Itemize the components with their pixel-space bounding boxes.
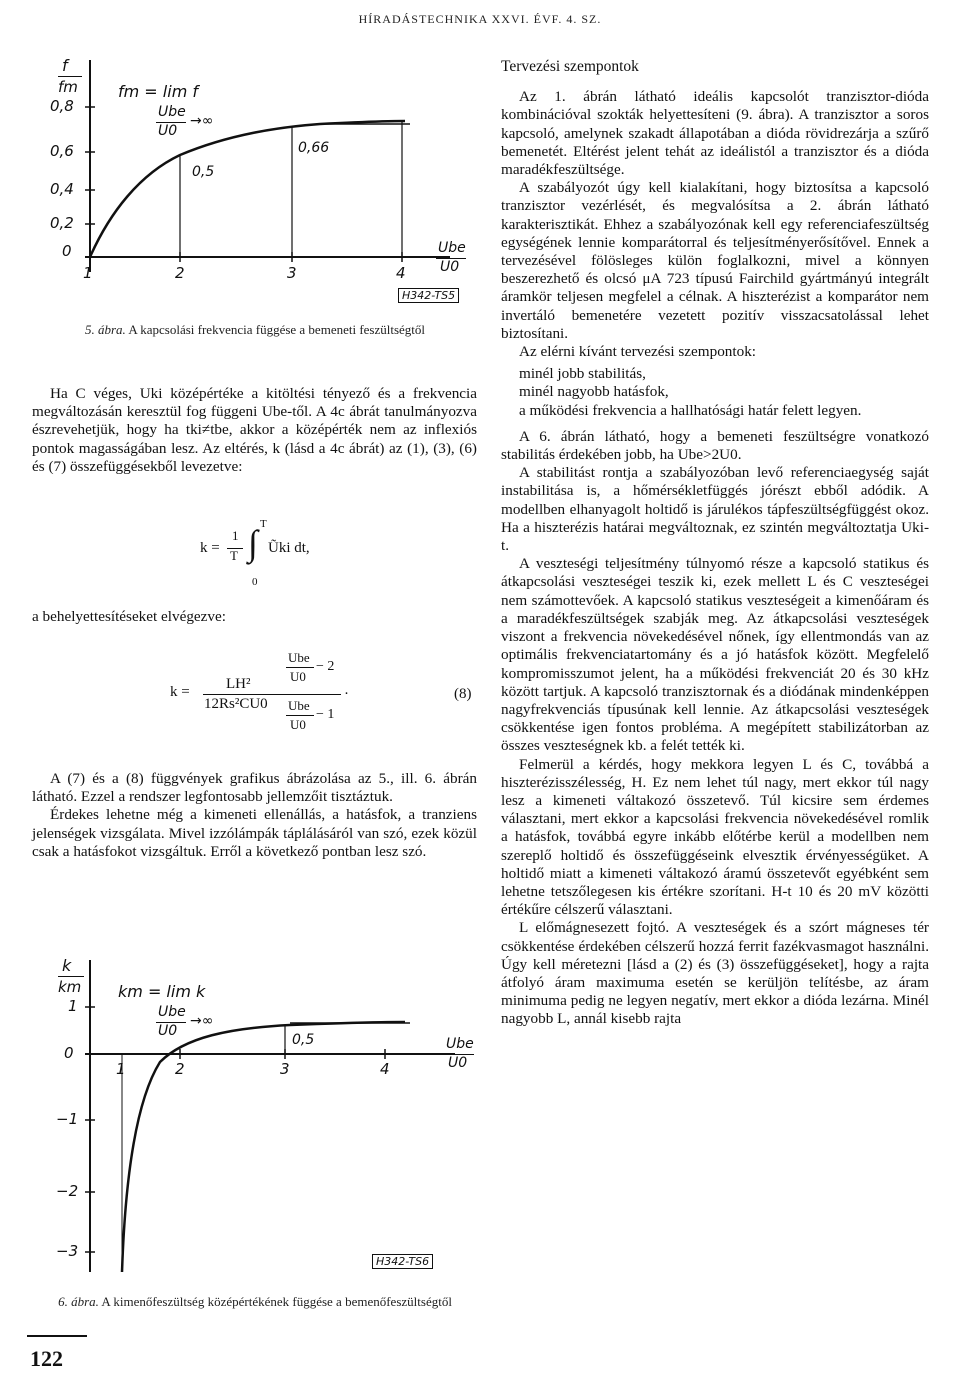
fig6-xlabel-den: U0: [448, 1055, 468, 1071]
left-para-1: Ha C véges, Uki középértéke a kitöltési tényező és a frekvencia megváltozásán keresztül fog függeni Ube-től. A 4c ábrát tanulmányozva észrevehetjük, hogy ha tki≠tbe, akkor a középérték nem az inflexiós pontok magasságában lesz. Az eltérés, k (lásd a 4c ábrát) az (1), (3), (6) és (7) összefüggésekből levezetve:: [32, 385, 477, 475]
running-header: HÍRADÁSTECHNIKA XXVI. ÉVF. 4. SZ.: [358, 12, 602, 26]
design-criteria-list: [519, 365, 929, 420]
left-para-3: A (7) és a (8) függvények grafikus ábrázolása az 5., ill. 6. ábrán látható. Ezzel a rendszer legfontosabb jellemzőit tisztáztuk.: [32, 770, 477, 806]
list-item: a működési frekvencia a hallhatósági határ felett legyen.: [519, 401, 862, 419]
eq8-number: (8): [454, 686, 472, 702]
eq8-d-num: Ube: [288, 698, 310, 713]
fig5-formula-num: Ube: [158, 104, 186, 120]
fig5-ytick-4: 0,2: [50, 214, 74, 232]
fig5-ytick-1: 0,8: [50, 97, 74, 115]
figure-5-graph: [30, 52, 480, 312]
fig5-annot-2: 0,66: [298, 140, 330, 156]
fig6-ylabel-bottom: km: [58, 978, 82, 996]
eq8-n-minus: − 2: [316, 659, 335, 674]
fig5-curve: [90, 121, 405, 257]
eq8-d-minus: − 1: [316, 707, 335, 722]
fig6-xtick-2: 2: [175, 1060, 185, 1078]
fig5-formula-den: U0: [158, 123, 178, 139]
fig5-ytick-5: 0: [62, 242, 72, 260]
equation-8: k = LH² 12Rs²CU0 Ube U0 − 2 Ube U0 − 1 · (8): [170, 650, 472, 732]
fig5-xtick-1: 1: [83, 264, 93, 282]
fig6-code: H342-TS6: [372, 1254, 433, 1269]
fig5-xlabel-num: Ube: [438, 240, 466, 256]
fig6-xlabel-num: Ube: [446, 1036, 474, 1052]
equation-7: k = 1 T T ∫ 0 Ũki dt,: [200, 518, 310, 588]
left-column-bottom: [32, 770, 477, 861]
eq8-lhs: k =: [170, 684, 190, 700]
fig6-ytick-4: −2: [56, 1182, 79, 1200]
left-para-4: Érdekes lehetne még a kimeneti ellenállás, a hatásfok, a tranziens jelenségek vizsgálata. Mivel izzólámpák táplálásáról van szó, ezek közül csak a hatásfokot vizsgáltuk. Erről a következő pontban lesz szó.: [32, 806, 477, 860]
eq8-n-den: U0: [290, 669, 306, 684]
page-number-rule: [27, 1335, 87, 1337]
fig6-ytick-5: −3: [56, 1242, 79, 1260]
fig5-ytick-3: 0,4: [50, 180, 74, 198]
fig5-caption: [30, 322, 480, 337]
left-column-mid: [32, 608, 477, 626]
fig6-caption: [30, 1294, 480, 1309]
fig6-caption-text: A kimenőfeszültség középértékének függése a bemenőfeszültségtől: [101, 1294, 452, 1309]
figure-6-graph: [30, 952, 480, 1282]
right-para-3: Az elérni kívánt tervezési szempontok:: [519, 343, 757, 361]
right-para-2: A szabályozót úgy kell kialakítani, hogy biztosítsa a kapcsoló tranzisztor vezérlését, és megvalósítsa a 2. ábrán látható karakterisztikát. Ehhez a szabályozónak kell egy referenciafeszültség egységének lennie komparátorral és teljesítményerősítővel. Ennek a tervezésével fölösleges külön foglalkozni, mivel a könnyen beszerezhető és olcsó μA 723 típusú Fairchild gyártmányú integrált áramkör teljesen megfelel a célnak. A hiszterézist a komparátor nem invertáló bemenetére vezetett pozitív visszacsatolással lehet biztosítani.: [501, 179, 929, 342]
fig6-xtick-1: 1: [116, 1060, 126, 1078]
fig6-xtick-3: 3: [280, 1060, 290, 1078]
page-number: 122: [30, 1346, 63, 1371]
fig5-caption-num: 5. ábra.: [84, 322, 126, 337]
eq8-c1-num: LH²: [226, 676, 251, 692]
figure-5: [30, 52, 480, 312]
fig6-ylabel-top: k: [62, 956, 72, 975]
eq7-integrand: Ũki dt,: [268, 540, 310, 556]
fig6-ytick-1: 1: [68, 997, 78, 1015]
right-para-8: L előmágnesezett fojtó. A veszteségek és a szórt mágneses tér csökkentése érdekében célszerű hozzá ferrit fazékvasmagot használni. Úgy kell méretezni [lásd a (2) és (3) összefüggéseket], hogy a rajta átfolyó áram maximuma esetén se kerüljön telítésbe, az áram minimuma pedig ne legyen negatív, mert ekkor a dióda lezárna. Minél nagyobb L, annál kisebb rajta: [501, 919, 929, 1028]
fig5-ylabel-top: f: [62, 56, 68, 75]
right-para-7: Felmerül a kérdés, hogy mekkora legyen L és C, továbbá a hiszterézisszélesség, H. Ez nem lehet túl nagy, mert ekkor túl nagy lesz a kimeneti váltakozó összetevő. Túl kicsire sem érdemes választani, mert ekkor a kapcsolási frekvencia növekedésével romlik a hatásfok, továbbá egyre inkább előtérbe kerül a modellben nem szereplő holtidő és összefüggéseink elvesztik érvényességüket. A holtidő miatt a kimeneti váltakozó áramú összetevőt egyébként sem lehetne tetszőlegesen kis értékre szorítani. H-t 10 és 20 mV közötti értékűre célszerű választani.: [501, 755, 929, 919]
fig6-formula-lhs: km = lim k: [118, 982, 206, 1001]
left-para-2: a behelyettesítéseket elvégezve:: [32, 608, 226, 625]
fig6-ytick-2: 0: [64, 1044, 74, 1062]
fig6-xtick-4: 4: [380, 1060, 390, 1078]
list-item: minél jobb stabilitás,: [519, 365, 646, 383]
fig5-xtick-4: 4: [396, 264, 406, 282]
fig6-annot-1: 0,5: [292, 1032, 315, 1048]
fig6-curve: [122, 1022, 405, 1272]
left-column-top: [32, 385, 477, 476]
fig5-formula-lhs: fm = lim f: [118, 82, 198, 101]
fig5-xtick-3: 3: [287, 264, 297, 282]
right-column: [501, 58, 929, 1029]
fig6-caption-num: 6. ábra.: [58, 1294, 99, 1309]
eq8-c1-den: 12Rs²CU0: [204, 696, 268, 712]
eq8-n-num: Ube: [288, 650, 310, 665]
right-para-6: A veszteségi teljesítmény túlnyomó része a kapcsoló statikus és átkapcsolási veszteségei teszik ki, ezek mellett L és C veszteségei nem számottevőek. A kapcsoló statikus veszteségeit a kimenőáram és a maradékfeszültségek szabják meg. Az átkapcsolási veszteségek viszont a frekvencia növekedésével nőnek, így ellentmondás van az optimális frekvenciatartomány és a jó hatásfok között. Megfelelő kompromisszumot jelent, ha a működési frekvenciát 20 és 30 kHz között tartjuk. A kapcsoló tranzisztornak és a diódának mindenképpen nagyfrekvenciás típusúnak kell lennie. Az átkapcsolási veszteségek csökkentése igen fontos probléma. A megépített stabilizátorban az összes veszteségnek kb. a felét tették ki.: [501, 555, 929, 755]
list-item: minél nagyobb hatásfok,: [519, 383, 669, 401]
fig6-formula-arrow: →∞: [190, 1013, 214, 1029]
figure-6: [30, 952, 480, 1282]
eq7-int-upper: T: [260, 518, 267, 530]
eq7-frac-num: 1: [232, 528, 239, 543]
eq7-lhs: k =: [200, 540, 220, 556]
fig5-xlabel-den: U0: [440, 259, 460, 275]
fig5-xtick-2: 2: [175, 264, 185, 282]
eq7-int-lower: 0: [252, 576, 258, 588]
fig5-ytick-2: 0,6: [50, 142, 74, 160]
right-para-4: A 6. ábrán látható, hogy a bemeneti feszültségre vonatkozó stabilitás érdekében jobb, ha Ube>2U0.: [501, 427, 929, 464]
right-para-1: Az 1. ábrán látható ideális kapcsolót tranzisztor-dióda kombinációval szokták helyettesíteni (9. ábra). A tranzisztor a soros kapcsoló, amelynek szakadt állapotában a dióda rövidrezárja a szűrő bemenetét. Eltérést jelent tehát az ideálistól a tranzisztor és a dióda maradékfeszültsége.: [501, 88, 929, 179]
fig5-caption-text: A kapcsolási frekvencia függése a bemeneti feszültségtől: [128, 322, 426, 337]
fig5-ylabel-bottom: fm: [58, 78, 78, 96]
fig5-annot-1: 0,5: [192, 164, 215, 180]
eq7-frac-den: T: [230, 548, 238, 563]
fig5-code: H342-TS5: [398, 288, 459, 303]
fig6-formula-num: Ube: [158, 1004, 186, 1020]
fig6-ytick-3: −1: [56, 1110, 79, 1128]
eq8-d-den: U0: [290, 717, 306, 732]
section-title: Tervezési szempontok: [501, 58, 639, 75]
fig6-formula-den: U0: [158, 1023, 178, 1039]
fig5-formula-arrow: →∞: [190, 113, 214, 129]
right-para-5: A stabilitást rontja a szabályozóban levő referenciaegység saját instabilitása is, a hőmérsékletfüggés jórészt ebből adódik. A modellben elhanyagolt holtidő is járulékos tápfeszültségfüggést okoz. Ha a hiszterézis határai megváltoznak, ez szintén megváltoztatja Uki-t.: [501, 464, 929, 555]
